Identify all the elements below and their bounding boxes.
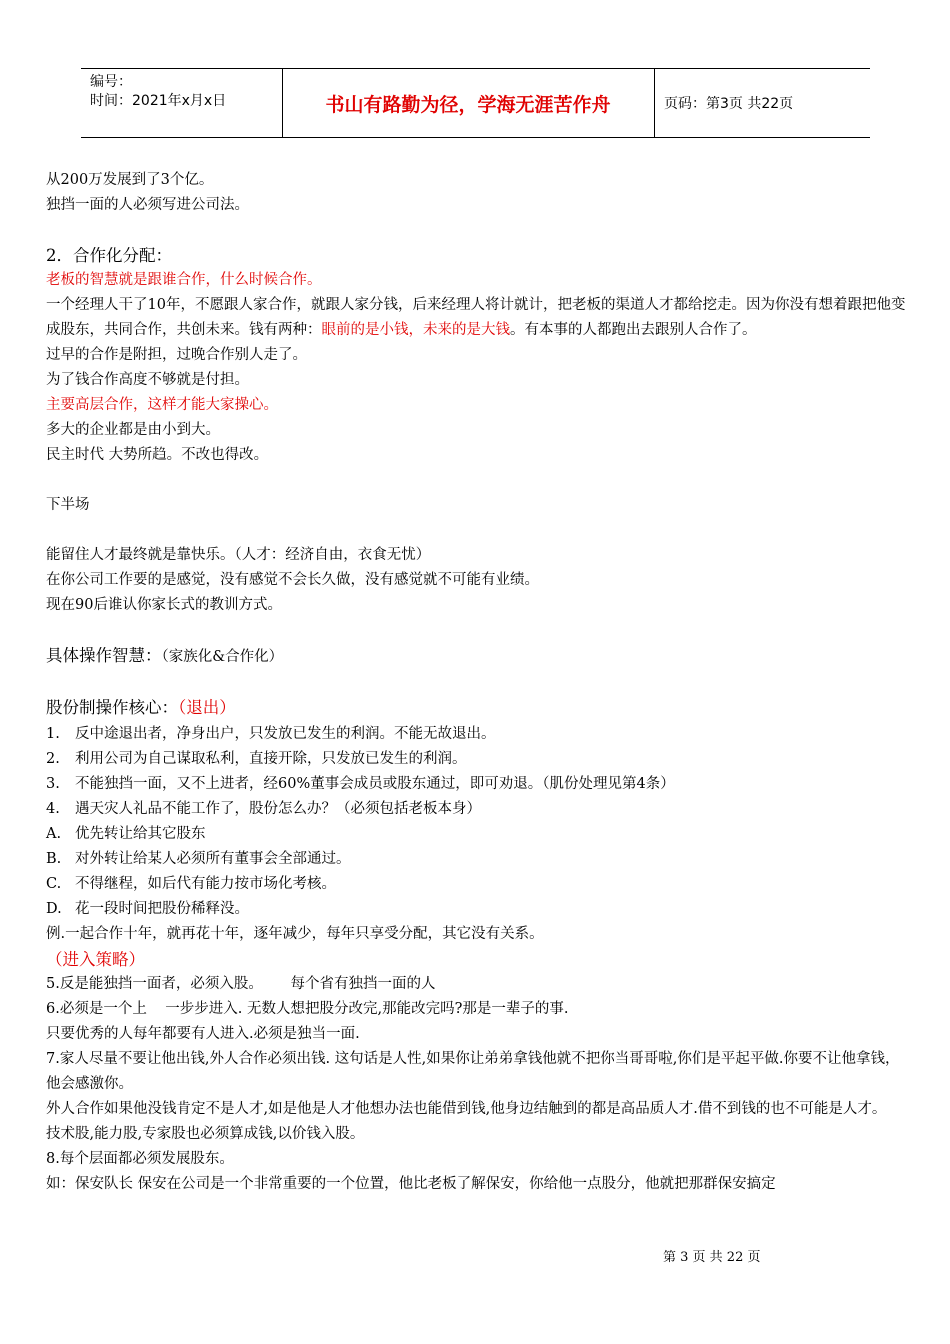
list-item (46, 722, 908, 747)
paragraph: 能留住人才最终就是靠快乐。（人才：经济自由，衣食无忧） (46, 547, 431, 563)
list-item-number: D. (46, 901, 62, 917)
paragraph: 过早的合作是附担，过晚合作别人走了。 (46, 347, 307, 363)
list-item-text: 优先转让给其它股东 (75, 826, 206, 842)
paragraph: 一个经理人干了10年，不愿跟人家合作，就跟人家分钱，后来经理人将计就计，把老板的渠道人才都给挖走。因为你没有想着跟把他变成股东，共同合作，共创未来。钱有两种：眼前的是小钱，未来的是大钱。有本事的人都跑出去跟别人合作了。 (46, 297, 906, 338)
date-label: 时间：2021年x月x日 (90, 93, 227, 109)
numbered-list (46, 722, 908, 922)
document-body (46, 168, 908, 1197)
list-item-text: 反中途退出者，净身出户，只发放已发生的利润。不能无故退出。 (75, 726, 496, 742)
list-item-number: C. (46, 876, 62, 892)
serial-label: 编号： (90, 74, 132, 90)
list-item-number: 4. (46, 801, 60, 817)
paragraph: 为了钱合作高度不够就是付担。 (46, 372, 249, 388)
highlight-paragraph: 老板的智慧就是跟谁合作，什么时候合作。 (46, 272, 322, 288)
subheading: 下半场 (46, 497, 90, 513)
list-item-text: 不能独挡一面，又不上进者，经60%董事会成员或股东通过，即可劝退。（肌份处理见第4条） (75, 776, 675, 792)
paragraph: 如：保安队长 保安在公司是一个非常重要的一个位置，他比老板了解保安，你给他一点股分，他就把那群保安搞定 (46, 1176, 776, 1192)
list-item-number: A. (46, 826, 62, 842)
paragraph: 现在90后谁认你家长式的教训方式。 (46, 597, 282, 613)
list-item (46, 822, 908, 847)
list-item (46, 897, 908, 922)
list-item-text: 不得继程，如后代有能力按市场化考核。 (75, 876, 336, 892)
list-item-text: 花一段时间把股份稀释没。 (75, 901, 249, 917)
header-page-info: 页码：第3页 共22页 (664, 96, 794, 112)
paragraph: 技术股,能力股,专家股也必须算成钱,以价钱入股。 (46, 1126, 365, 1142)
list-item-number: 2. (46, 751, 60, 767)
paragraph: 7.家人尽量不要让他出钱,外人合作必须出钱. 这句话是人性,如果你让弟弟拿钱他就不把你当哥哥啦,你们是平起平做.你要不让他拿钱，他会感激你。 (46, 1051, 900, 1092)
list-item-number: 3. (46, 776, 60, 792)
paragraph: 从200万发展到了3个亿。 (46, 172, 214, 188)
list-item (46, 847, 908, 872)
section-heading: 具体操作智慧：（家族化&合作化） (46, 646, 284, 665)
paragraph: 多大的企业都是由小到大。 (46, 422, 220, 438)
highlight-heading: （进入策略） (46, 950, 145, 969)
highlight-paragraph: 主要高层合作，这样才能大家操心。 (46, 397, 278, 413)
paragraph: 例.一起合作十年，就再花十年，逐年减少，每年只享受分配，其它没有关系。 (46, 926, 544, 942)
paragraph: 8.每个层面都必须发展股东。 (46, 1151, 234, 1167)
list-item-text: 遇天灾人礼品不能工作了，股份怎么办？（必须包括老板本身） (75, 801, 481, 817)
list-item (46, 772, 908, 797)
header-divider (654, 69, 655, 137)
paragraph: 5.反是能独挡一面者，必须入股。 每个省有独挡一面的人 (46, 976, 436, 992)
section-heading: 2．合作化分配： (46, 246, 172, 265)
list-item-text: 对外转让给某人必须所有董事会全部通过。 (75, 851, 351, 867)
paragraph: 外人合作如果他没钱肯定不是人才,如是他是人才他想办法也能借到钱,他身边结触到的都是高品质人才.借不到钱的也不可能是人才。 (46, 1101, 887, 1117)
header-motto: 书山有路勤为径，学海无涯苦作舟 (325, 93, 611, 116)
paragraph: 民主时代 大势所趋。不改也得改。 (46, 447, 269, 463)
paragraph: 只要优秀的人每年都要有人进入.必须是独当一面. (46, 1026, 360, 1042)
list-item-text: 利用公司为自己谋取私利，直接开除，只发放已发生的利润。 (75, 751, 467, 767)
list-item (46, 797, 908, 822)
paragraph: 独挡一面的人必须写进公司法。 (46, 197, 249, 213)
paragraph: 在你公司工作要的是感觉，没有感觉不会长久做，没有感觉就不可能有业绩。 (46, 572, 539, 588)
header-left (90, 73, 226, 111)
page-header (81, 68, 870, 138)
list-item-number: B. (46, 851, 62, 867)
paragraph: 6.必须是一个上 一步步进入. 无数人想把股分改完,那能改完吗?那是一辈子的事. (46, 1001, 569, 1017)
list-item-number: 1. (46, 726, 60, 742)
highlight-text: 眼前的是小钱，未来的是大钱 (321, 322, 510, 338)
page-footer: 第 3 页 共 22 页 (663, 1250, 761, 1265)
list-item (46, 747, 908, 772)
section-heading: 股份制操作核心：（退出） (46, 698, 236, 717)
list-item (46, 872, 908, 897)
